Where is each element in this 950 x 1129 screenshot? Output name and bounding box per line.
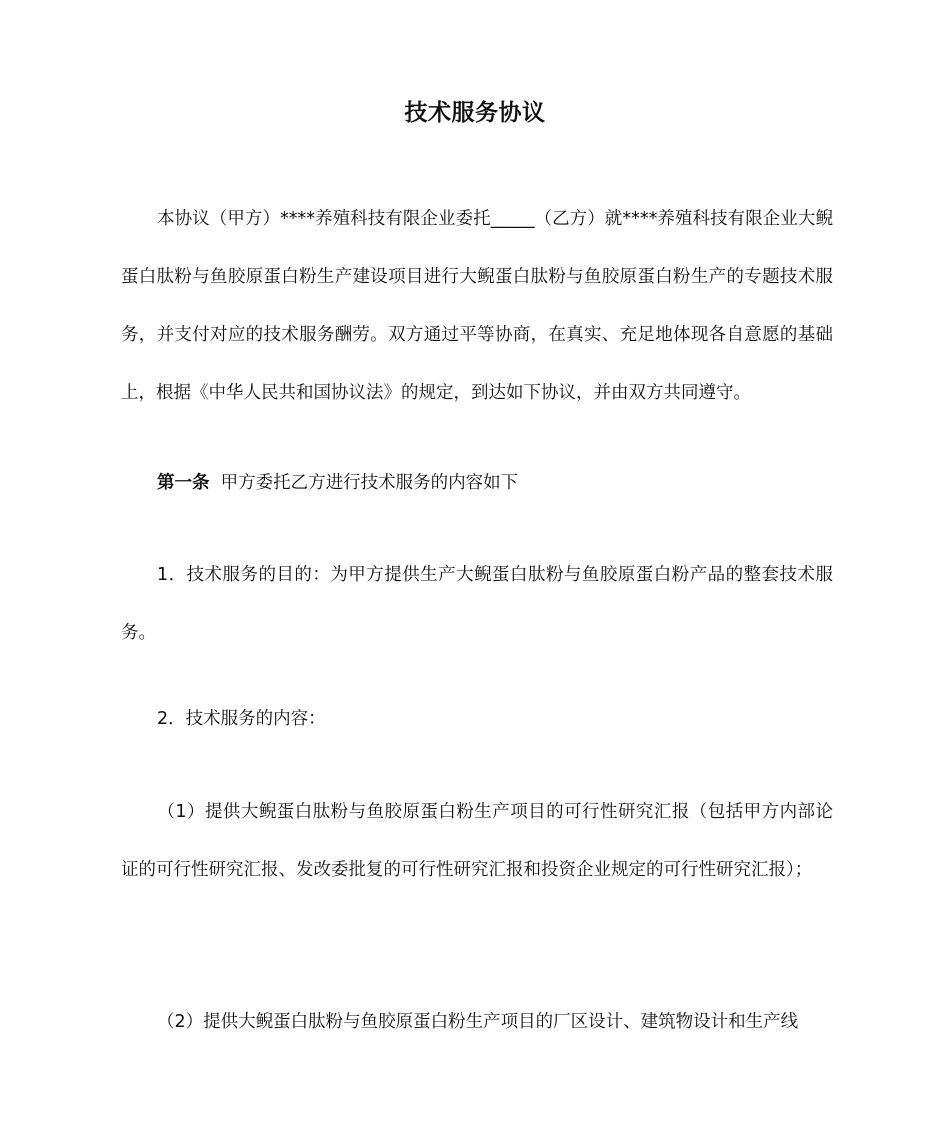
item-2-text: 2．技术服务的内容： — [157, 709, 326, 729]
document-title: 技术服务协议 — [404, 100, 546, 126]
intro-paragraph — [121, 190, 833, 422]
intro-text: 本协议（甲方）****养殖科技有限企业委托_____（乙方）就****养殖科技有限企业大鲵蛋白肽粉与鱼胶原蛋白粉生产建设项目进行大鲵蛋白肽粉与鱼胶原蛋白粉生产的专题技术服务，并支付对应的技术服务酬劳。双方通过平等协商，在真实、充足地体现各自意愿的基础上，根据《中华人民共和国协议法》的规定，到达如下协议，并由双方共同遵守。 — [121, 209, 833, 403]
sub-item-1-text: （1）提供大鲵蛋白肽粉与鱼胶原蛋白粉生产项目的可行性研究汇报（包括甲方内部论证的可行性研究汇报、发改委批复的可行性研究汇报和投资企业规定的可行性研究汇报）； — [121, 802, 833, 880]
sub-item-1-paragraph — [121, 783, 833, 899]
item-1-text: 1．技术服务的目的：为甲方提供生产大鲵蛋白肽粉与鱼胶原蛋白粉产品的整套技术服务。 — [121, 565, 833, 643]
article-1-heading — [121, 454, 833, 512]
sub-item-2-paragraph — [121, 993, 833, 1051]
sub-item-2-text: （2）提供大鲵蛋白肽粉与鱼胶原蛋白粉生产项目的厂区设计、建筑物设计和生产线 — [157, 1012, 799, 1032]
article-1-label: 第一条 — [157, 473, 210, 493]
item-1-paragraph — [121, 546, 833, 662]
article-1-text: 甲方委托乙方进行技术服务的内容如下 — [220, 473, 519, 493]
item-2-paragraph — [121, 690, 833, 748]
